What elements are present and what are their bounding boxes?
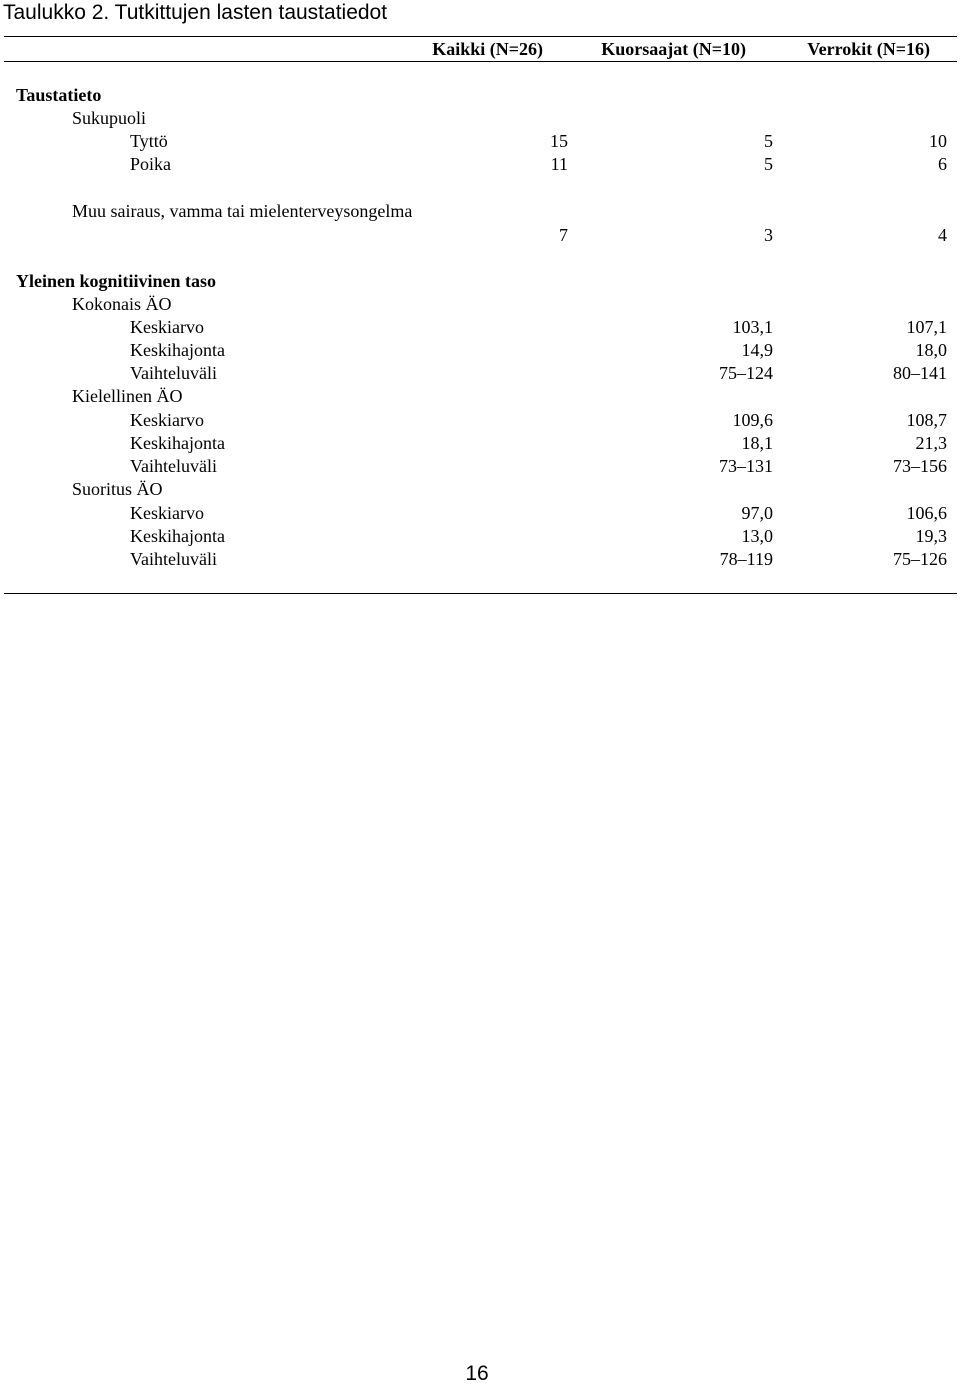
table-header-rule [4,61,957,62]
row-label-section: Taustatieto [16,85,102,105]
value-verrokit: 21,3 [915,433,947,453]
row-label: Keskiarvo [130,410,204,430]
page-number: 16 [465,1362,489,1385]
value-kaikki: 11 [550,154,568,174]
row-label-group: Kielellinen ÄO [72,386,183,406]
row-label-group: Kokonais ÄO [72,294,172,314]
row-label: Vaihteluväli [130,549,217,569]
value-kuorsaajat: 5 [764,154,773,174]
value-kuorsaajat: 5 [764,131,773,151]
value-kuorsaajat: 97,0 [741,503,773,523]
column-header-kaikki: Kaikki (N=26) [432,39,543,59]
value-verrokit: 75–126 [893,549,947,569]
value-kuorsaajat: 3 [764,225,773,245]
row-label: Tyttö [130,131,168,151]
row-label: Keskihajonta [130,526,225,546]
value-kuorsaajat: 103,1 [732,317,773,337]
row-label-group: Muu sairaus, vamma tai mielenterveysongelma [72,201,413,221]
value-kuorsaajat: 75–124 [719,363,773,383]
column-header-verrokit: Verrokit (N=16) [807,39,930,59]
row-label: Keskiarvo [130,503,204,523]
value-verrokit: 107,1 [906,317,947,337]
table-top-rule [4,36,957,37]
row-label: Keskiarvo [130,317,204,337]
value-kaikki: 7 [559,225,568,245]
value-kuorsaajat: 18,1 [741,433,773,453]
row-label-group: Suoritus ÄO [72,479,163,499]
value-verrokit: 108,7 [906,410,947,430]
value-verrokit: 6 [938,154,947,174]
row-label-group: Sukupuoli [72,108,147,128]
column-header-kuorsaajat: Kuorsaajat (N=10) [601,39,746,59]
table-bottom-rule [4,593,957,594]
row-label: Keskihajonta [130,340,225,360]
row-label: Vaihteluväli [130,456,217,476]
value-kuorsaajat: 73–131 [719,456,773,476]
value-verrokit: 80–141 [893,363,947,383]
row-label: Keskihajonta [130,433,225,453]
value-verrokit: 4 [938,225,947,245]
value-verrokit: 18,0 [915,340,947,360]
value-verrokit: 73–156 [893,456,947,476]
value-kuorsaajat: 109,6 [732,410,773,430]
row-label: Vaihteluväli [130,363,217,383]
value-kuorsaajat: 13,0 [741,526,773,546]
row-label: Poika [130,154,172,174]
value-kuorsaajat: 78–119 [719,549,773,569]
value-verrokit: 106,6 [906,503,947,523]
value-verrokit: 19,3 [915,526,947,546]
value-verrokit: 10 [929,131,947,151]
value-kuorsaajat: 14,9 [741,340,773,360]
value-kaikki: 15 [550,131,568,151]
row-label-section: Yleinen kognitiivinen taso [16,271,217,291]
table-caption: Taulukko 2. Tutkittujen lasten taustatiedot [3,1,388,24]
